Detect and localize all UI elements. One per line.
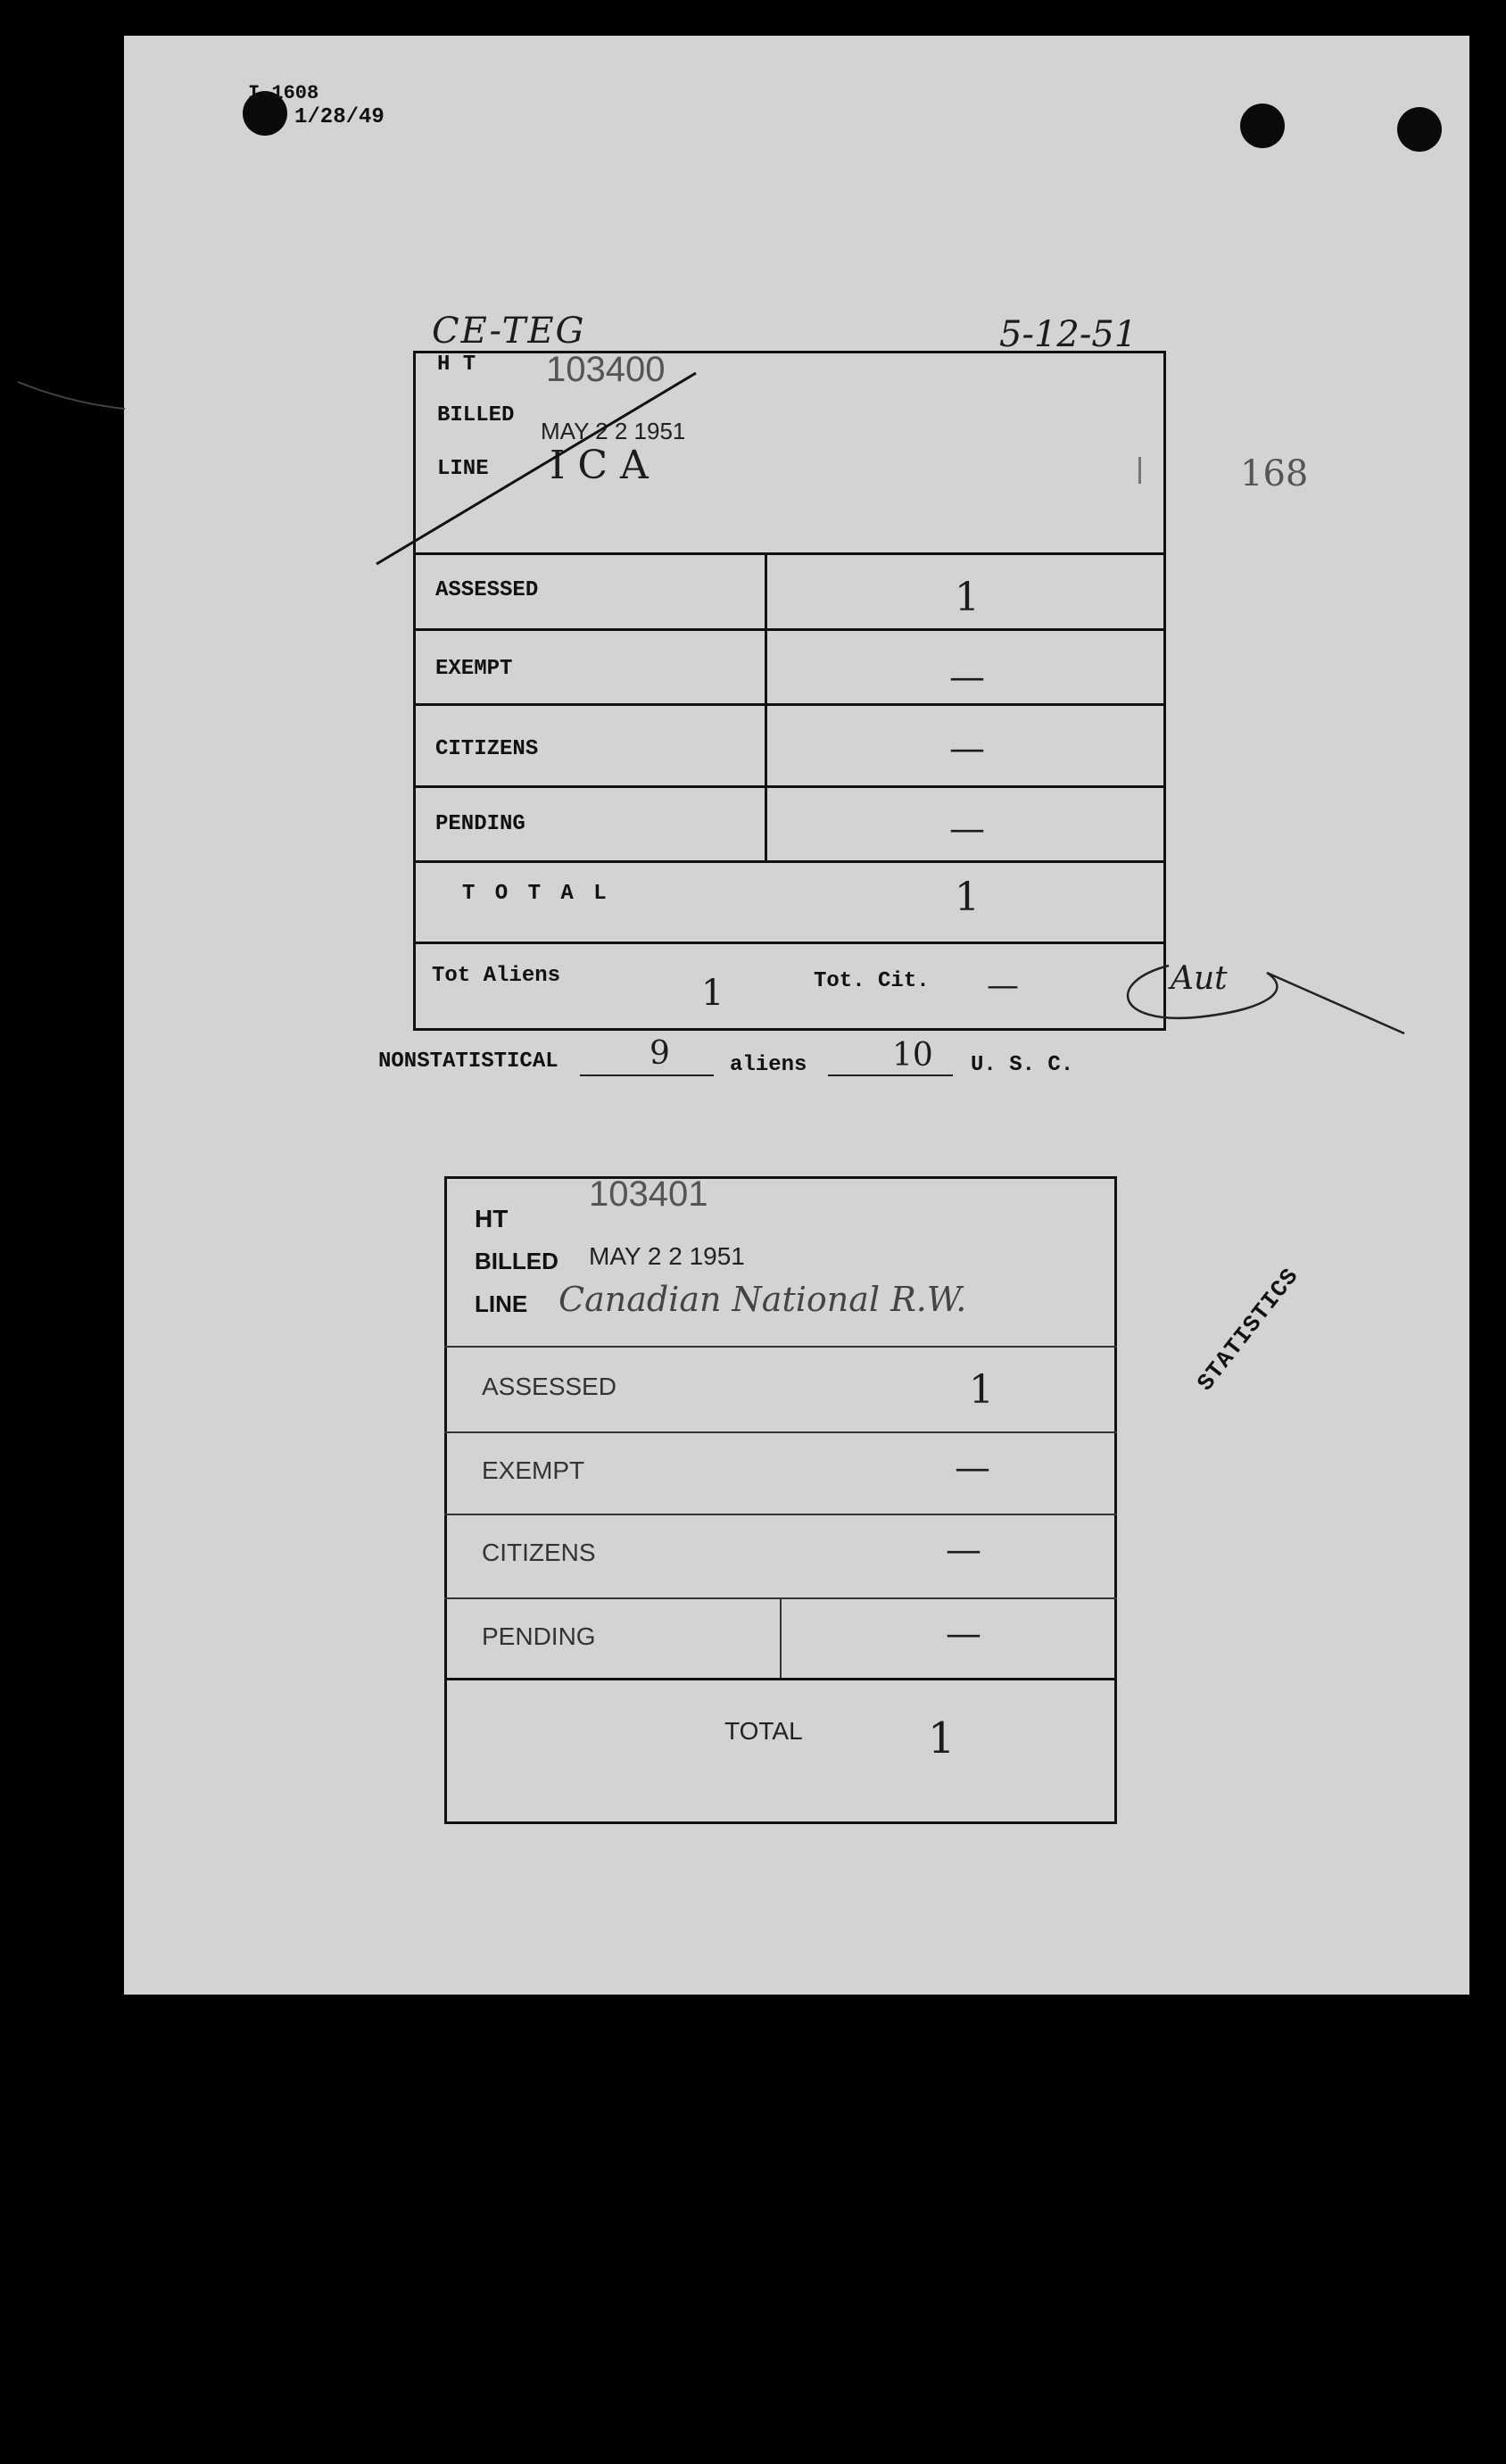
nonstat-underline (580, 1074, 714, 1076)
card2-billed-date: MAY 2 2 1951 (589, 1242, 745, 1270)
card1-tot-cit-label: Tot. Cit. (814, 969, 930, 993)
card1-ht-number: 103400 (546, 350, 666, 389)
card2-line-label: LINE (475, 1290, 528, 1317)
card2-divider (444, 1514, 1117, 1515)
card2-column-divider (780, 1597, 782, 1678)
card1-ht-label: H T (437, 353, 476, 377)
card1-billed-label: BILLED (437, 403, 515, 427)
card2-billed-label: BILLED (475, 1248, 559, 1274)
card2-row-value: — (955, 1448, 990, 1489)
nonstat-underline (828, 1074, 953, 1076)
card1-row-value: — (949, 809, 985, 850)
card2-row-value: — (946, 1614, 981, 1655)
card1-row-value: — (949, 657, 985, 698)
file-number: I-1608 (248, 82, 319, 104)
nonstat-value-1: 9 (650, 1035, 670, 1072)
card1-row-label: ASSESSED (435, 578, 539, 602)
card2-line-value: Canadian National R.W. (559, 1280, 967, 1319)
card2-row-label: ASSESSED (482, 1373, 616, 1400)
card2-divider (444, 1346, 1117, 1348)
card2-row-label: EXEMPT (482, 1456, 585, 1484)
file-date: 1/28/49 (294, 105, 385, 129)
card2-row-label: CITIZENS (482, 1539, 596, 1566)
card1-row-label: PENDING (435, 812, 525, 836)
top-left-code: CE-TEG (432, 311, 586, 352)
card2-divider (444, 1431, 1117, 1433)
card2-row-value: 1 (969, 1367, 994, 1413)
nonstat-label: NONSTATISTICAL (378, 1049, 559, 1074)
card2-row-label: PENDING (482, 1622, 596, 1650)
nonstat-usc-label: U. S. C. (971, 1053, 1074, 1077)
card2-ht-label: HT (475, 1205, 509, 1232)
nonstat-aliens-label: aliens (730, 1053, 807, 1077)
card2-ht-number: 103401 (589, 1174, 708, 1214)
card1-row-label: CITIZENS (435, 737, 539, 761)
card1-row-value: — (949, 728, 985, 769)
card1-line-value: I C A (550, 443, 649, 488)
card2-divider (444, 1678, 1117, 1680)
signature: Aut (1171, 960, 1228, 997)
card2-total-label: TOTAL (724, 1717, 803, 1745)
card1-tot-cit-value: — (987, 967, 1019, 1004)
page-number: 168 (1240, 453, 1309, 494)
nonstat-value-2: 10 (892, 1037, 933, 1074)
statistics-stamp: STATISTICS (1192, 1263, 1304, 1397)
card1-tot-aliens-value: 1 (701, 973, 724, 1014)
card2-row-value: — (946, 1530, 981, 1571)
card1-tot-aliens-label: Tot Aliens (432, 964, 561, 988)
card1-total-value: 1 (955, 875, 980, 920)
card2-total-value: 1 (928, 1713, 956, 1763)
card1-row-value: 1 (955, 575, 980, 620)
card1-row-label: EXEMPT (435, 657, 513, 681)
handwritten-date: 5-12-51 (999, 314, 1138, 355)
card1-total-label: T O T A L (462, 882, 610, 906)
card1-line-label: LINE (437, 457, 489, 481)
card1-billed-date: MAY 2 2 1951 (541, 418, 686, 444)
